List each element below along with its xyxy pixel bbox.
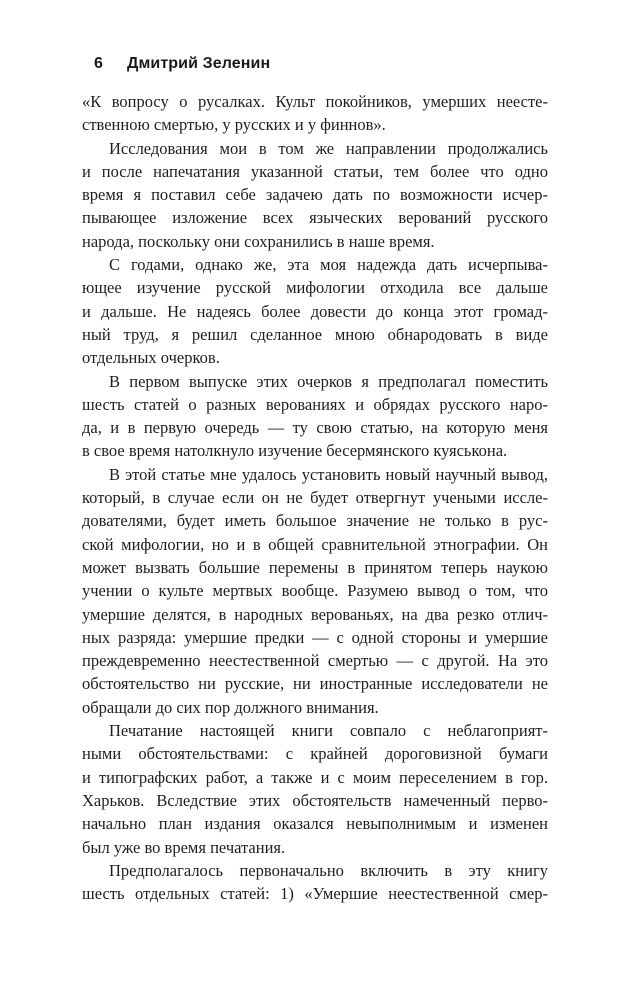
text-line: ный труд, я решил сделанное мною обнародовать в виде [82, 324, 548, 344]
paragraph [82, 370, 548, 463]
text-line: «К вопросу о русалках. Культ покойников, умерших неесте- [82, 92, 548, 111]
text-line: ными обстоятельствами: с крайней дороговизной бумаги [82, 744, 548, 764]
running-header [94, 55, 270, 73]
text-line: В этой статье мне удалось установить новый научный вывод, [109, 464, 548, 484]
paragraph [82, 253, 548, 369]
text-line: шесть статей о разных верованиях и обрядах русского наро- [82, 394, 548, 414]
text-line: ственною смертью, у русских и у финнов». [82, 115, 386, 135]
text-line: пывающее изложение всех языческих верований русского [82, 208, 548, 228]
text-line: ющее изучение русской мифологии отходила все дальше [82, 278, 548, 298]
body-text [82, 90, 548, 905]
text-line: умершие делятся, в народных верованьях, на два резко отлич- [82, 604, 548, 624]
text-line: В первом выпуске этих очерков я предполагал поместить [109, 371, 548, 391]
page-number: 6 [94, 55, 103, 72]
text-line: который, в случае если он не будет отвергнут учеными иссле- [82, 488, 548, 508]
text-line: может вызвать большие перемены в принятом теперь наукою [82, 557, 548, 577]
text-line: обстоятельство ни русские, ни иностранные исследователи не [82, 674, 548, 694]
running-header-author: Дмитрий Зеленин [127, 55, 271, 72]
text-line: ных разряда: умершие предки — с одной стороны и умершие [82, 627, 548, 647]
text-line: отдельных очерков. [82, 348, 220, 368]
paragraph [82, 90, 548, 137]
text-line: и типографских работ, а также и с моим переселением в гор. [82, 767, 548, 787]
text-line: народа, поскольку они сохранились в наше время. [82, 231, 435, 251]
text-line: обращали до сих пор должного внимания. [82, 697, 379, 717]
text-line: был уже во время печатания. [82, 837, 286, 857]
text-line: Печатание настоящей книги совпало с неблагоприят- [109, 721, 548, 741]
paragraph [82, 859, 548, 906]
text-line: учении о культе мертвых вообще. Разумею вывод о том, что [82, 581, 548, 601]
paragraph [82, 719, 548, 859]
text-line: С годами, однако же, эта моя надежда дать исчерпыва- [109, 255, 548, 275]
text-line: дователями, будет иметь большое значение не только в рус- [82, 511, 548, 531]
paragraph [82, 137, 548, 253]
paragraph [82, 463, 548, 719]
text-line: в свое время натолкнуло изучение бесермянского куяськона. [82, 441, 508, 461]
text-line: время я поставил себе задачею дать по возможности исчер- [82, 185, 548, 205]
text-line: Харьков. Вследствие этих обстоятельств намеченный перво- [82, 790, 548, 810]
text-line: шесть отдельных статей: 1) «Умершие неестественной смер- [82, 884, 548, 904]
text-line: и после напечатания указанной статьи, тем более что одно [82, 161, 548, 181]
text-line: преждевременно неестественной смертью — с другой. На это [82, 651, 548, 671]
text-line: ской мифологии, но и в общей сравнительной этнографии. Он [82, 534, 548, 554]
text-line: и дальше. Не надеясь более довести до конца этот громад- [82, 301, 548, 321]
text-line: Предполагалось первоначально включить в эту книгу [109, 860, 548, 880]
text-line: да, и в первую очередь — ту свою статью, на которую меня [82, 418, 548, 438]
text-line: Исследования мои в том же направлении продолжались [109, 138, 548, 158]
text-line: начально план издания оказался невыполнимым и изменен [82, 814, 548, 834]
